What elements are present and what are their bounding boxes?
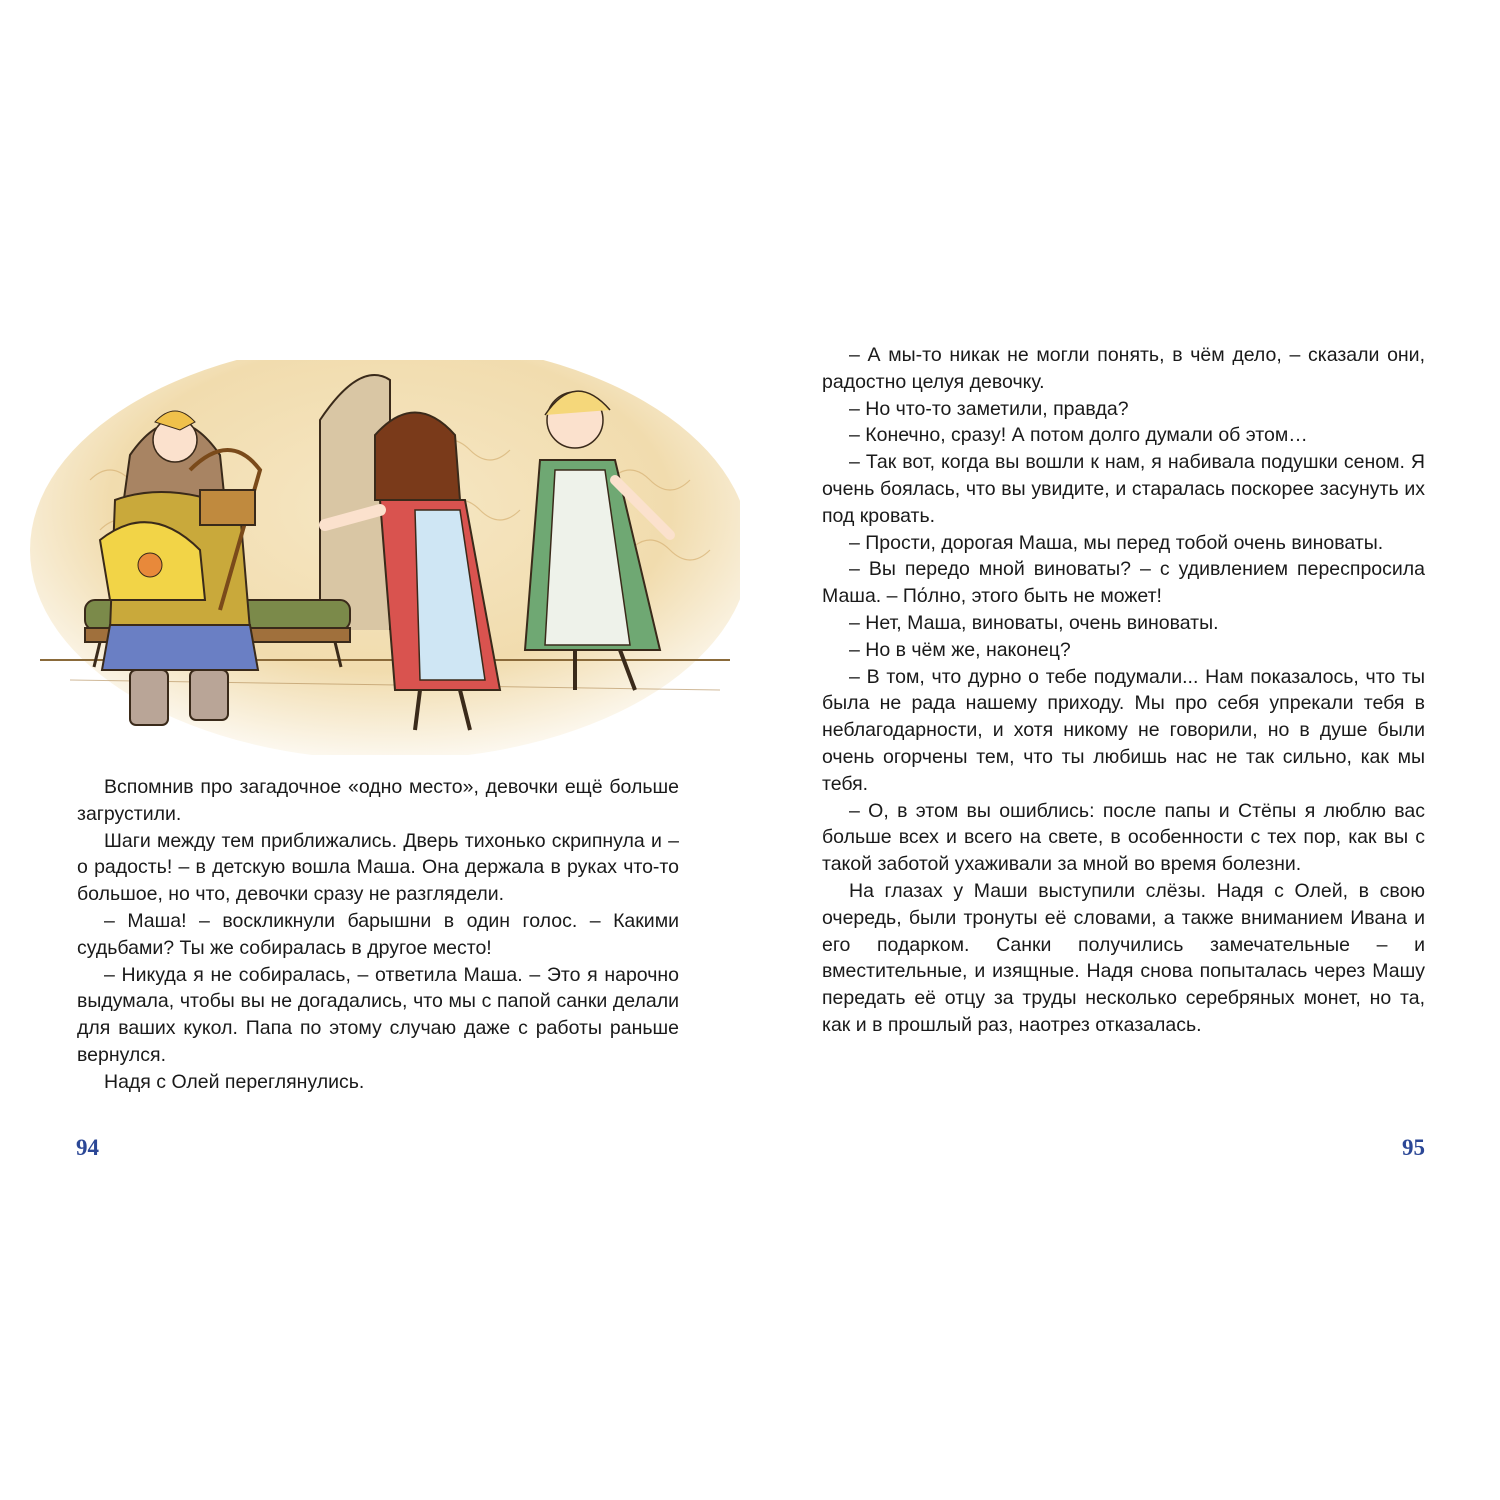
paragraph: – О, в этом вы ошиблись: после папы и Стёпы я люблю вас больше всех и всего на свете, в особенности с тех пор, как вы с такой заботой ухаживали за мной во время болезни. — [822, 799, 1425, 876]
page-number-left: 94 — [76, 1135, 99, 1160]
paragraph: – Нет, Маша, виноваты, очень виноваты. — [849, 611, 1219, 634]
left-page-text — [77, 774, 679, 1096]
paragraph: Вспомнив про загадочное «одно место», девочки ещё больше загрустили. — [77, 776, 679, 825]
paragraph: – Конечно, сразу! А потом долго думали об этом… — [849, 424, 1308, 447]
paragraph: – Прости, дорогая Маша, мы перед тобой очень виноваты. — [849, 531, 1384, 554]
paragraph: – Так вот, когда вы вошли к нам, я набивала подушки сеном. Я очень боялась, что вы увидите, и старалась поскорее засунуть их под кровать. — [822, 451, 1425, 527]
paragraph: – Никуда я не собиралась, – ответила Маша. – Это я нарочно выдумала, чтобы вы не догадались, что мы с папой санки делали для ваших кукол. Папа по этому случаю даже с работы раньше вернулся. — [77, 963, 679, 1066]
paragraph: Шаги между тем приближались. Дверь тихонько скрипнула и – о радость! – в детскую вошла Маша. Она держала в руках что-то большое, но что, девочки сразу не разглядели. — [77, 829, 679, 906]
paragraph: – А мы-то никак не могли понять, в чём дело, – сказали они, радостно целуя девочку. — [822, 344, 1425, 393]
page-number-right: 95 — [1402, 1135, 1425, 1160]
right-page-text — [822, 342, 1425, 1039]
paragraph: – Но что-то заметили, правда? — [849, 397, 1129, 420]
paragraph: – Маша! – воскликнули барышни в один голос. – Какими судьбами? Ты же собиралась в другое место! — [77, 909, 679, 959]
illustration-girls-greeting-masha — [30, 360, 740, 755]
paragraph: Надя с Олей переглянулись. — [104, 1070, 365, 1093]
paragraph: – Вы передо мной виноваты? – с удивлением переспросила Маша. – По́лно, этого быть не может! — [822, 558, 1425, 608]
paragraph: На глазах у Маши выступили слёзы. Надя с Олей, в свою очередь, были тронуты её словами, а также вниманием Ивана и его подарком. Санки получились замечательные – и вместительные, и изящные. Надя снова попыталась через Машу передать её отцу за труды несколько серебряных монет, но та, как и в прошлый раз, наотрез отказалась. — [822, 879, 1425, 1036]
paragraph: – В том, что дурно о тебе подумали... Нам показалось, что ты была не рада нашему приходу. Мы про себя упрекали тебя в неблагодарности, и хотя никому не говорили, но в душе были очень огорчены тем, что ты любишь нас не так сильно, как мы тебя. — [822, 665, 1425, 795]
paragraph: – Но в чём же, наконец? — [849, 638, 1071, 661]
